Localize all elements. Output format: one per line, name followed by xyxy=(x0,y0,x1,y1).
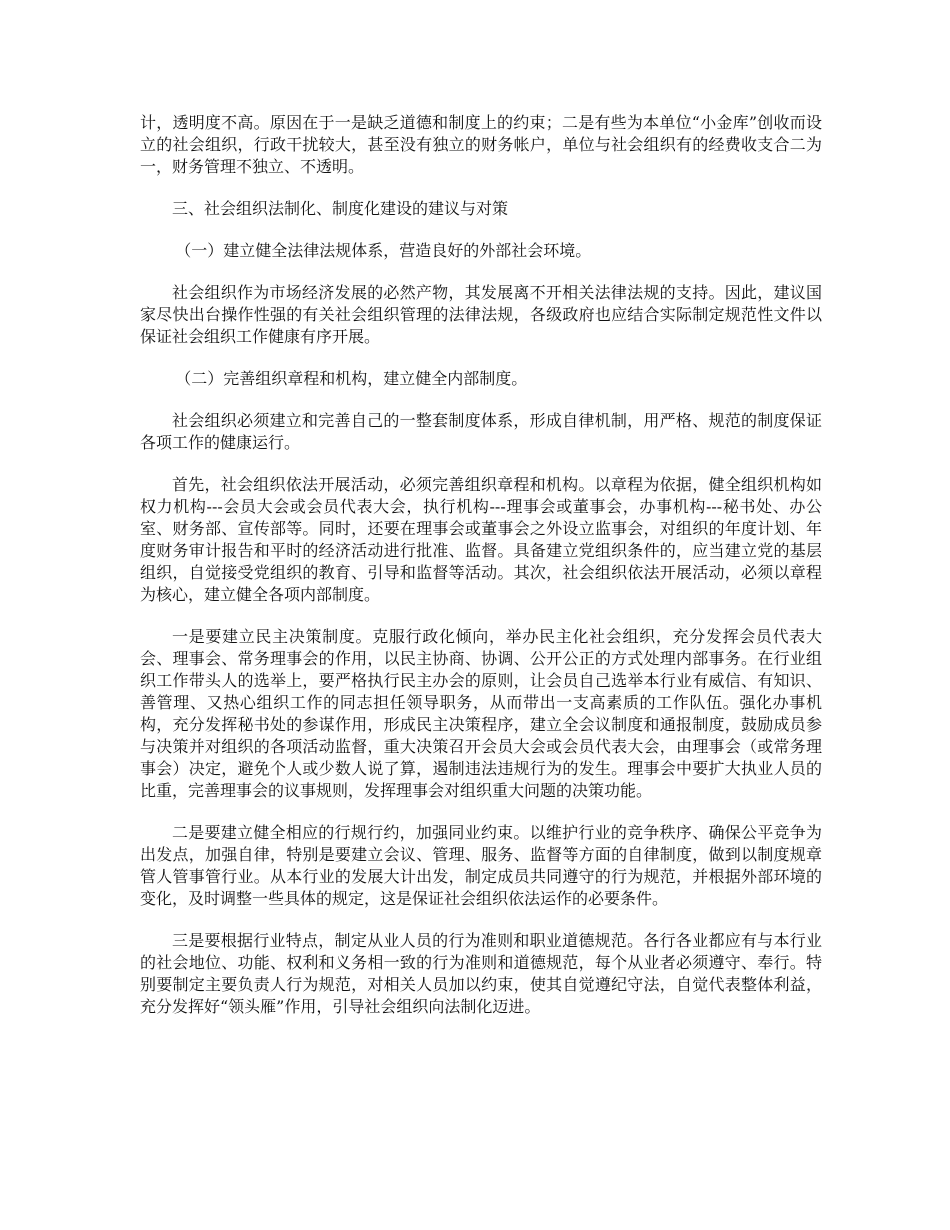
paragraph-body: 社会组织必须建立和完善自己的一整套制度体系，形成自律机制，用严格、规范的制度保证各项工作的健康运行。 xyxy=(140,411,822,452)
document-page xyxy=(140,112,822,1038)
paragraph-body: 首先，社会组织依法开展活动，必须完善组织章程和机构。以章程为依据，健全组织机构如权力机构---会员大会或会员代表大会，执行机构---理事会或董事会，办事机构---秘书处、办公室、财务部、宣传部等。同时，还要在理事会或董事会之外设立监事会，对组织的年度计划、年度财务审计报告和平时的经济活动进行批准、监督。具备建立党组织条件的，应当建立党的基层组织，自觉接受党组织的教育、引导和监督等活动。其次，社会组织依法开展活动，必须以章程为核心，建立健全各项内部制度。 xyxy=(140,475,822,604)
paragraph-body: 二是要建立健全相应的行规行约，加强同业约束。以维护行业的竞争秩序、确保公平竞争为出发点，加强自律，特别是要建立会议、管理、服务、监督等方面的自律制度，做到以制度规章管人管事管行业。从本行业的发展大计出发，制定成员共同遵守的行为规范，并根据外部环境的变化，及时调整一些具体的规定，这是保证社会组织依法运作的必要条件。 xyxy=(140,823,822,908)
paragraph-continuation: 计，透明度不高。原因在于一是缺乏道德和制度上的约束；二是有些为本单位“小金库”创收而设立的社会组织，行政干扰较大，甚至没有独立的财务帐户，单位与社会组织有的经费收支合二为一，财务管理不独立、不透明。 xyxy=(140,113,822,176)
subsection-heading-2: （二）完善组织章程和机构，建立健全内部制度。 xyxy=(175,369,528,388)
subsection-heading-1: （一）建立健全法律法规体系，营造良好的外部社会环境。 xyxy=(175,241,592,260)
paragraph-body: 一是要建立民主决策制度。克服行政化倾向，举办民主化社会组织，充分发挥会员代表大会、理事会、常务理事会的作用，以民主协商、协调、公开公正的方式处理内部事务。在行业组织工作带头人的选举上，要严格执行民主办会的原则，让会员自己选举本行业有威信、有知识、善管理、又热心组织工作的同志担任领导职务，从而带出一支高素质的工作队伍。强化办事机构，充分发挥秘书处的参谋作用，形成民主决策程序，建立全会议制度和通报制度，鼓励成员参与决策并对组织的各项活动监督，重大决策召开会员大会或会员代表大会，由理事会（或常务理事会）决定，避免个人或少数人说了算，遏制违法违规行为的发生。理事会中要扩大执业人员的比重，完善理事会的议事规则，发挥理事会对组织重大问题的决策功能。 xyxy=(140,627,822,800)
paragraph-body: 社会组织作为市场经济发展的必然产物，其发展离不开相关法律法规的支持。因此，建议国家尽快出台操作性强的有关社会组织管理的法律法规，各级政府也应结合实际制定规范性文件以保证社会组织工作健康有序开展。 xyxy=(140,283,822,346)
section-heading: 三、社会组织法制化、制度化建设的建议与对策 xyxy=(172,199,509,218)
paragraph-body: 三是要根据行业特点，制定从业人员的行为准则和职业道德规范。各行各业都应有与本行业的社会地位、功能、权利和义务相一致的行为准则和道德规范，每个从业者必须遵守、奉行。特别要制定主要负责人行为规范，对相关人员加以约束，使其自觉遵纪守法，自觉代表整体利益，充分发挥好“领头雁”作用，引导社会组织向法制化迈进。 xyxy=(140,931,822,1016)
